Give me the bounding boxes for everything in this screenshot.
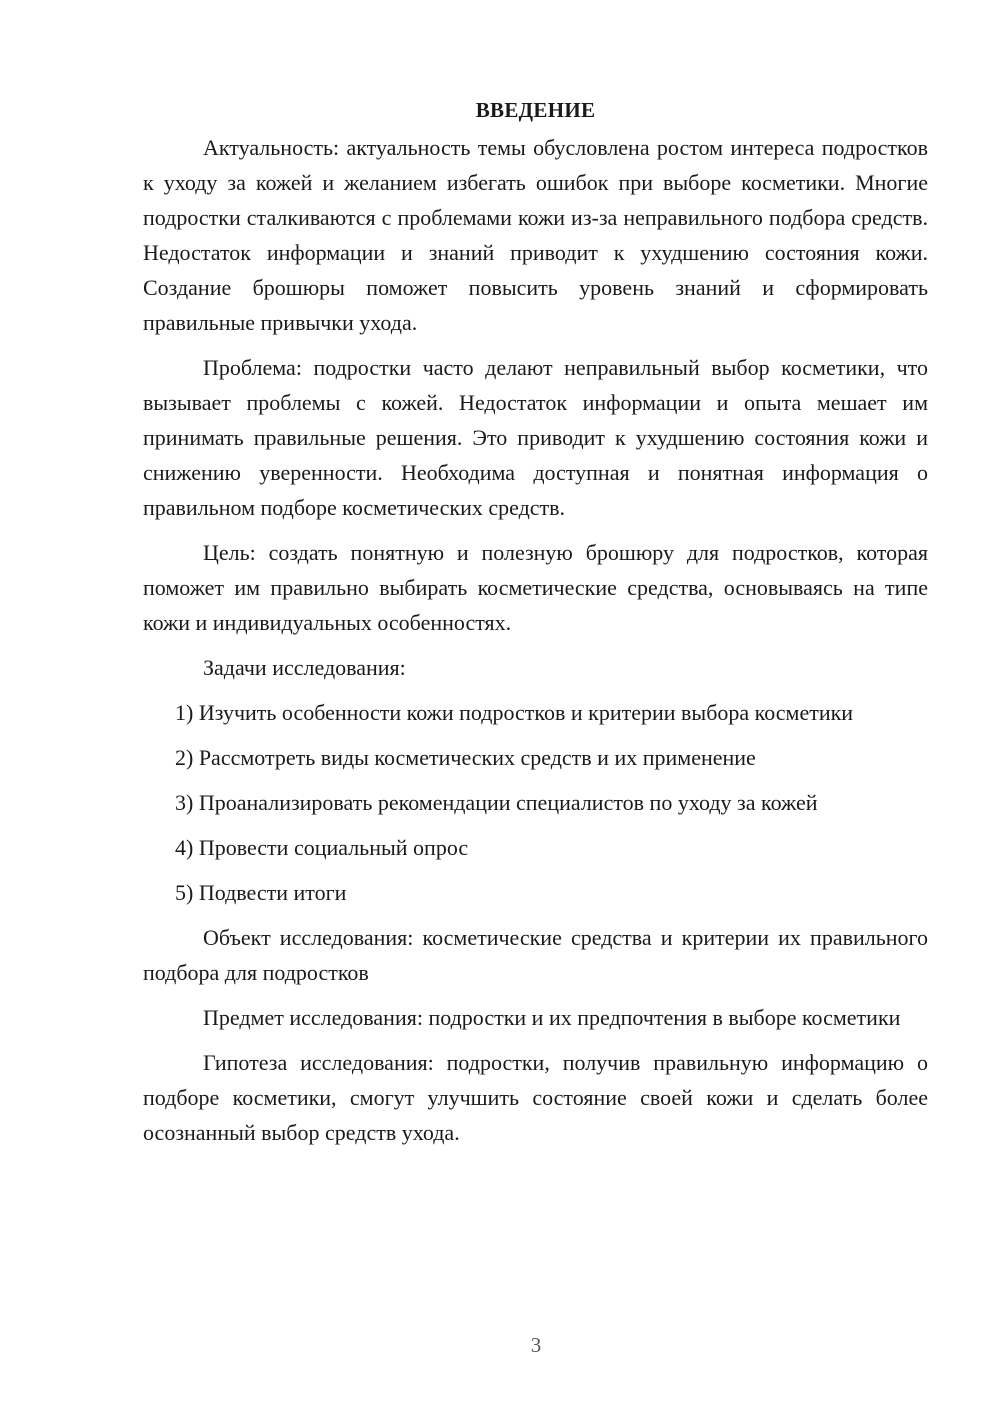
task-item: 1) Изучить особенности кожи подростков и критерии выбора косметики: [175, 700, 854, 725]
paragraph-hypothesis: Гипотеза исследования: подростки, получив правильную информацию о подборе косметики, смогут улучшить состояние своей кожи и сделать более осознанный выбор средств ухода.: [143, 1050, 928, 1145]
tasks-list: [143, 695, 928, 910]
paragraph-relevance: Актуальность: актуальность темы обусловлена ростом интереса подростков к уходу за кожей и желанием избегать ошибок при выборе косметики. Многие подростки сталкиваются с проблемами кожи из-за неправильного подбора средств. Недостаток информации и знаний приводит к ухудшению состояния кожи. Создание брошюры поможет повысить уровень знаний и сформировать правильные привычки ухода.: [143, 135, 928, 335]
task-item: 5) Подвести итоги: [175, 880, 347, 905]
paragraph-object: Объект исследования: косметические средства и критерии их правильного подбора для подростков: [143, 925, 928, 985]
page-content: [143, 92, 928, 1160]
task-item: 3) Проанализировать рекомендации специалистов по уходу за кожей: [175, 790, 818, 815]
paragraph-subject: Предмет исследования: подростки и их предпочтения в выборе косметики: [203, 1005, 901, 1030]
tasks-intro: Задачи исследования:: [203, 655, 406, 680]
page-number: 3: [530, 1333, 542, 1357]
section-heading: ВВЕДЕНИЕ: [475, 98, 596, 122]
paragraph-goal: Цель: создать понятную и полезную брошюру для подростков, которая поможет им правильно выбирать косметические средства, основываясь на типе кожи и индивидуальных особенностях.: [143, 540, 928, 635]
task-item: 4) Провести социальный опрос: [175, 835, 469, 860]
paragraph-problem: Проблема: подростки часто делают неправильный выбор косметики, что вызывает проблемы с кожей. Недостаток информации и опыта мешает им принимать правильные решения. Это приводит к ухудшению состояния кожи и снижению уверенности. Необходима доступная и понятная информация о правильном подборе косметических средств.: [143, 355, 928, 520]
task-item: 2) Рассмотреть виды косметических средств и их применение: [175, 745, 756, 770]
